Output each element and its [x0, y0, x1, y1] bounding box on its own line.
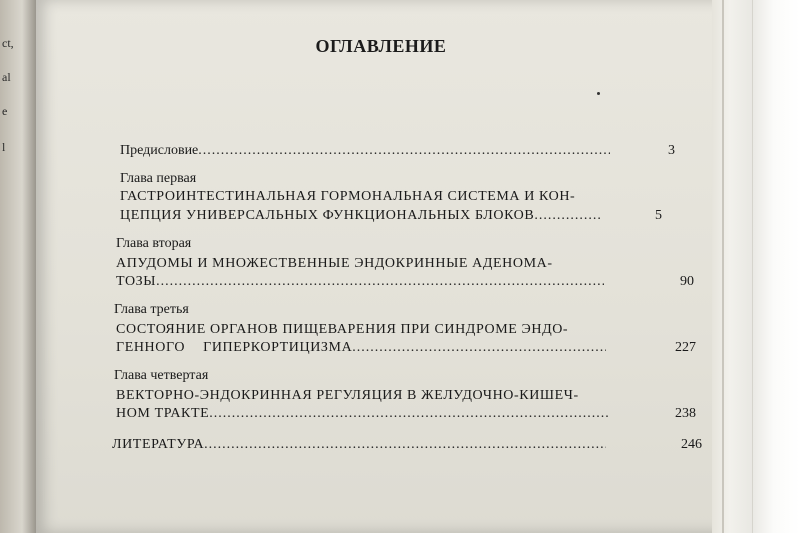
- chapter-title-line: ЦЕПЦИЯ УНИВЕРСАЛЬНЫХ ФУНКЦИОНАЛЬНЫХ БЛОКОВ: [120, 208, 535, 223]
- chapter-title-line: ВЕКТОРНО-ЭНДОКРИННАЯ РЕГУЛЯЦИЯ В ЖЕЛУДОЧНО-КИШЕЧ-: [116, 388, 579, 403]
- chapter-label: Глава четвертая: [114, 368, 209, 383]
- entry-label: Предисловие: [120, 143, 199, 158]
- toc-entry-preface: [120, 143, 675, 161]
- chapter-label: Глава первая: [120, 171, 197, 186]
- leader-dots: [198, 143, 610, 157]
- leader-dots: [204, 437, 606, 451]
- leader-dots: [352, 340, 606, 354]
- page-title: ОГЛАВЛЕНИЕ: [315, 36, 447, 56]
- left-page-edge: [0, 0, 40, 533]
- page-number: 3: [668, 143, 675, 158]
- chapter-label: Глава третья: [114, 302, 189, 317]
- chapter-title-line: НОМ ТРАКТЕ: [116, 406, 210, 421]
- chapter-title-line: АПУДОМЫ И МНОЖЕСТВЕННЫЕ ЭНДОКРИННЫЕ АДЕНОМА-: [116, 256, 553, 271]
- margin-text: e: [2, 104, 8, 118]
- toc-entry-references: [112, 437, 702, 455]
- toc-entry-chapter-1: [120, 208, 662, 226]
- margin-text: al: [2, 70, 11, 84]
- chapter-title-line: СОСТОЯНИЕ ОРГАНОВ ПИЩЕВАРЕНИЯ ПРИ СИНДРОМЕ ЭНДО-: [116, 322, 569, 337]
- toc-entry-chapter-4: [116, 406, 696, 424]
- right-page-stack-edge: [712, 0, 800, 533]
- margin-text: l: [2, 140, 6, 154]
- chapter-title-line: ГАСТРОИНТЕСТИНАЛЬНАЯ ГОРМОНАЛЬНАЯ СИСТЕМА И КОН-: [120, 189, 576, 204]
- margin-text: ct,: [2, 36, 14, 50]
- page-number: 246: [681, 437, 702, 452]
- page-number: 5: [655, 208, 662, 223]
- entry-label: ЛИТЕРАТУРА: [112, 437, 205, 452]
- page-number: 227: [675, 340, 696, 355]
- toc-entry-chapter-3: [116, 340, 696, 358]
- chapter-title-line: ГЕННОГО ГИПЕРКОРТИЦИЗМА: [116, 340, 353, 355]
- page-number: 238: [675, 406, 696, 421]
- leader-dots: [209, 406, 608, 420]
- chapter-title-line: ТОЗЫ: [116, 274, 157, 289]
- page-number: 90: [680, 274, 694, 289]
- book-page: [36, 0, 726, 533]
- leader-dots: [534, 208, 600, 222]
- chapter-label: Глава вторая: [116, 236, 192, 251]
- toc-entry-chapter-2: [116, 274, 694, 292]
- paper-speck: [597, 92, 600, 95]
- leader-dots: [156, 274, 604, 288]
